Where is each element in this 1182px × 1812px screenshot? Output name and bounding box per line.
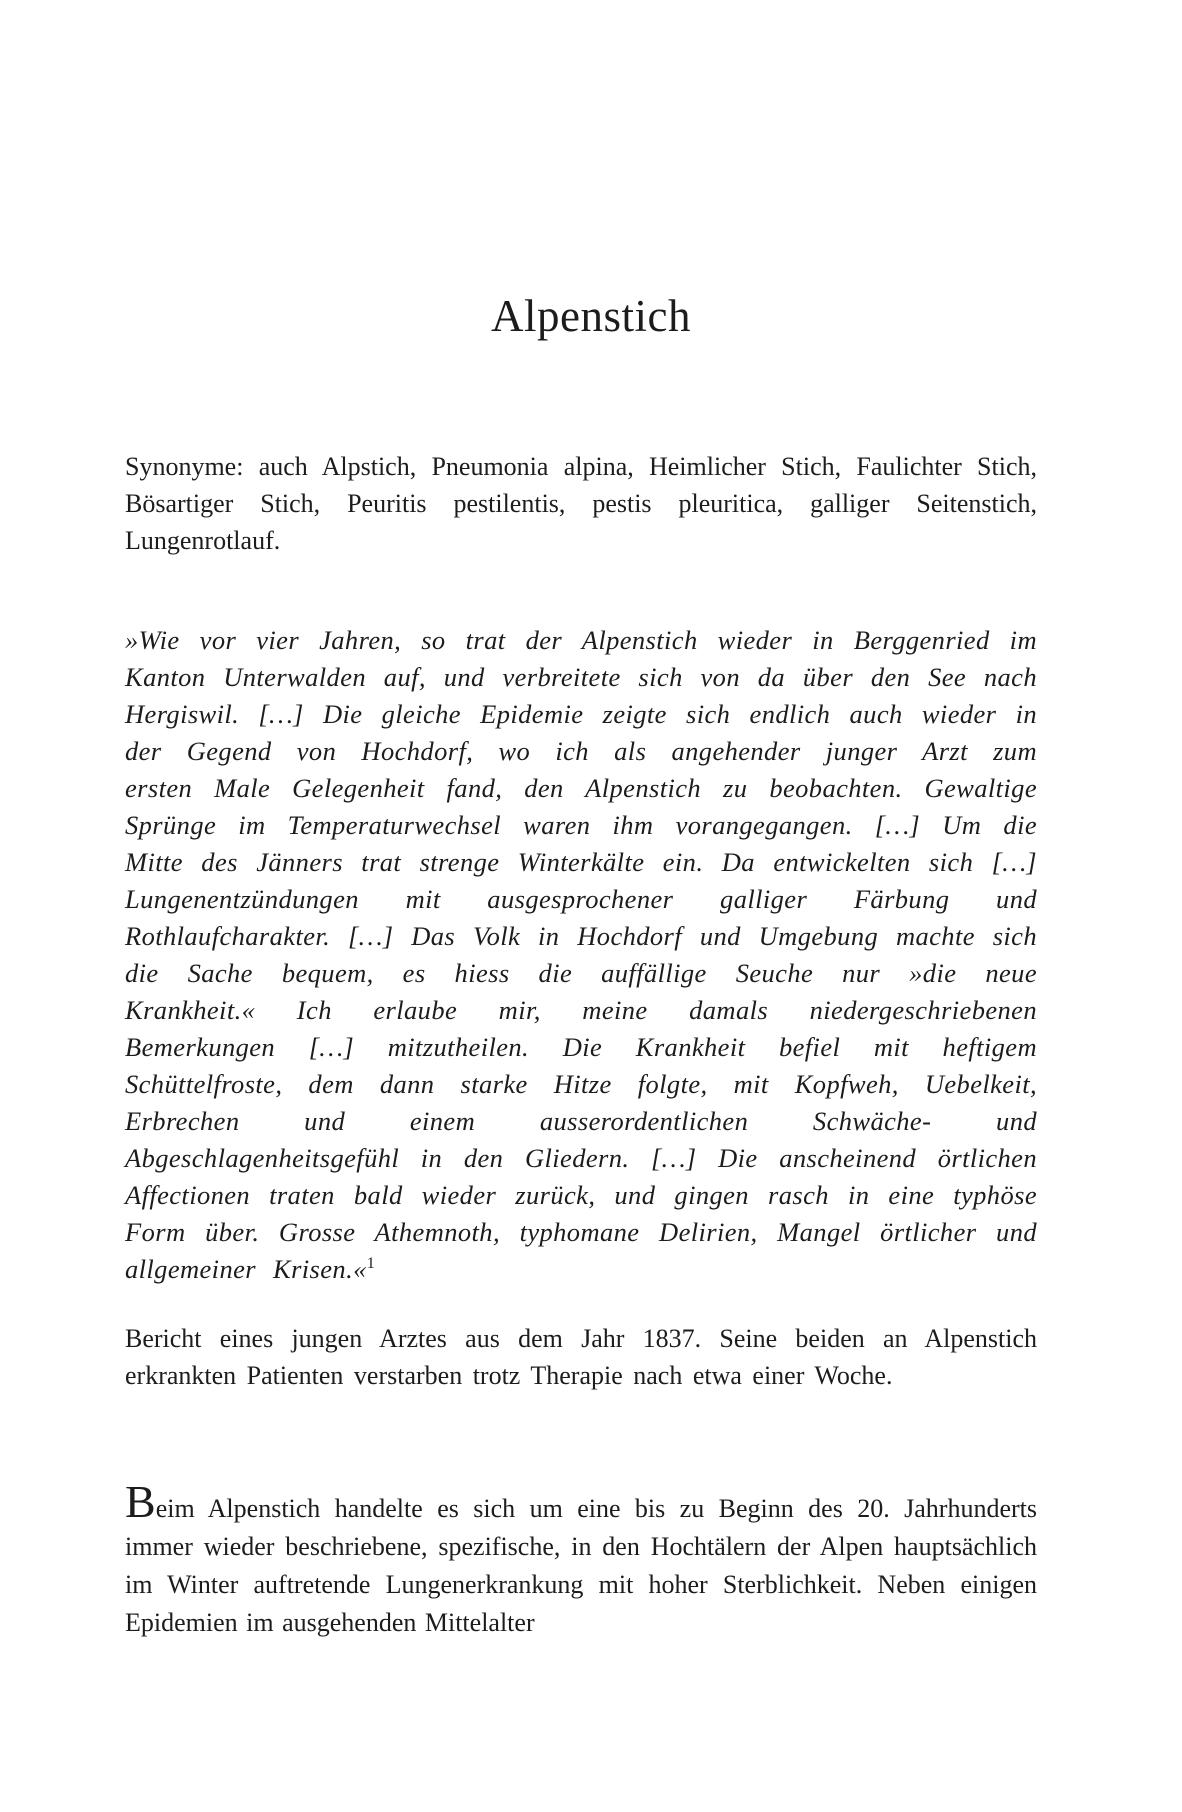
synonyms-paragraph: Synonyme: auch Alpstich, Pneumonia alpina, Heimlicher Stich, Faulichter Stich, Bösartiger Stich, Peuritis pestilentis, pestis pleuritica, galliger Seitenstich, Lungenrotlauf. bbox=[125, 452, 1037, 555]
body-text: eim Alpenstich handelte es sich um eine bis zu Beginn des 20. Jahrhunderts immer wieder beschriebene, spezifische, in den Hochtälern der Alpen hauptsächlich im Winter auftretende Lungenerkrankung mit hoher Sterblichkeit. Neben einigen Epidemien im ausgehenden Mittelalter bbox=[125, 1494, 1037, 1637]
body-paragraph bbox=[125, 1476, 1037, 1642]
quote-text: »Wie vor vier Jahren, so trat der Alpenstich wieder in Berggenried im Kanton Unterwalden auf, und verbreitete sich von da über den See nach Hergiswil. […] Die gleiche Epidemie zeigte sich endlich auch wieder in der Gegend von Hochdorf, wo ich als angehender junger Arzt zum ersten Male Gelegenheit fand, den Alpenstich zu beobachten. Gewaltige Sprünge im Temperaturwechsel waren ihm vorangegangen. […] Um die Mitte des Jänners trat strenge Winterkälte ein. Da entwickelten sich […] Lungenentzündungen mit ausgesprochener galliger Färbung und Rothlaufcharakter. […] Das Volk in Hochdorf und Umgebung machte sich die Sache bequem, es hiess die auffällige Seuche nur »die neue Krankheit.« Ich erlaube mir, meine damals niedergeschriebenen Bemerkungen […] mitzutheilen. Die Krankheit befiel mit heftigem Schüttelfroste, dem dann starke Hitze folgte, mit Kopfweh, Uebelkeit, Erbrechen und einem ausserordentlichen Schwäche- und Abgeschlagenheitsgefühl in den Gliedern. […] Die anscheinend örtlichen Affectionen traten bald wieder zurück, und gingen rasch in eine typhöse Form über. Grosse Athemnoth, typhomane Delirien, Mangel örtlicher und allgemeiner Krisen.« bbox=[125, 625, 1037, 1284]
footnote-marker: 1 bbox=[366, 1255, 375, 1273]
quote-block bbox=[125, 622, 1037, 1288]
attribution-paragraph: Bericht eines jungen Arztes aus dem Jahr 1837. Seine beiden an Alpenstich erkrankten Patienten verstarben trotz Therapie nach etwa einer Woche. bbox=[125, 1324, 1037, 1390]
initial-capital: B bbox=[125, 1476, 156, 1527]
page-title: Alpenstich bbox=[491, 291, 691, 341]
